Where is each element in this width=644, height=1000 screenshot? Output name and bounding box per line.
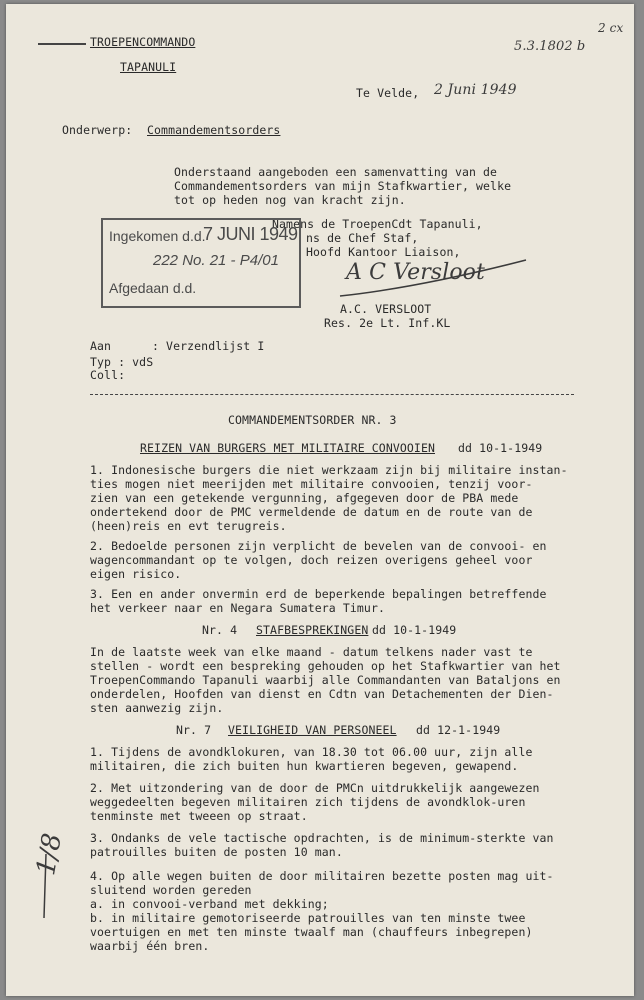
signature-line: ns de Chef Staf, [306,231,419,245]
subject-value: Commandementsorders [147,123,281,137]
to-label: Aan [90,339,112,353]
paragraph-line: sluitend worden gereden [90,883,252,897]
collator: Coll: [90,368,126,382]
paragraph-line: het verkeer naar en Negara Sumatera Timur. [90,601,385,615]
paragraph-line: voertuigen en met ten minste twaalf man (chauffeurs inbegrepen) [90,925,533,939]
paragraph-line: 1. Tijdens de avondklokuren, van 18.30 tot 06.00 uur, zijn alle [90,745,533,759]
corner-note-1: 2 cx [598,21,624,35]
section-3-date: dd 12-1-1949 [416,723,501,737]
paragraph-line: ties mogen niet meerijden met militaire convooien, tenzij voor- [90,477,533,491]
paragraph-line: tenminste met tweeen op straat. [90,809,308,823]
paragraph-line: patrouilles buiten de posten 10 man. [90,845,343,859]
paragraph-line: weggedeelten begeven militairen zich tijdens de avondklok-uren [90,795,526,809]
section-2-title: STAFBESPREKINGEN [256,623,369,637]
paragraph-line: 3. Een en ander onvermin erd de beperkende bepalingen betreffende [90,587,547,601]
signature-line: Namens de TroepenCdt Tapanuli, [272,217,483,231]
paragraph-line: waarbij één bren. [90,939,210,953]
signature-flourish [336,256,536,302]
section-1-title: REIZEN VAN BURGERS MET MILITAIRE CONVOOIEN [140,441,435,455]
intro-line: Commandementsorders van mijn Stafkwartier, welke [174,179,512,193]
separator-line [90,394,574,396]
typist: Typ : vdS [90,355,154,369]
signature-handwritten: A C Versloot [346,260,485,285]
section-1-date: dd 10-1-1949 [458,441,543,455]
org-line-2: TAPANULI [120,60,177,74]
paragraph-line: 2. Bedoelde personen zijn verplicht de bevelen van de convooi- en [90,539,547,553]
subject-label: Onderwerp: [62,123,133,137]
paragraph-line: 2. Met uitzondering van de door de PMCn uitdrukkelijk aangewezen [90,781,540,795]
place-label: Te Velde, [356,86,420,100]
stamp-done-label: Afgedaan d.d. [109,280,197,296]
intro-line: tot op heden nog van kracht zijn. [174,193,406,207]
date-handwritten: 2 Juni 1949 [434,82,517,98]
section-3-number: Nr. 7 [176,723,212,737]
dash-mark [38,43,86,46]
stamp-received-date: 7 JUNI 1949 [203,224,298,244]
signature-line: Hoofd Kantoor Liaison, [306,245,461,259]
corner-note-2: 5.3.1802 b [514,39,586,54]
paragraph-line: onderdelen, Hoofden van dienst en Cdtn van Detachementen der Dien- [90,687,554,701]
stamp-received-label: Ingekomen d.d. [109,228,206,244]
paragraph-line: stellen - wordt een bespreking gehouden op het Stafkwartier van het [90,659,561,673]
order-title: COMMANDEMENTSORDER NR. 3 [228,413,397,427]
paragraph-line: militairen, die zich buiten hun kwartieren begeven, gewapend. [90,759,519,773]
paragraph-line: eigen risico. [90,567,182,581]
margin-mark [36,852,56,922]
section-3-title: VEILIGHEID VAN PERSONEEL [228,723,397,737]
paragraph-line: (heen)reis en evt terugreis. [90,519,287,533]
document-page [6,4,634,996]
org-line-1: TROEPENCOMMANDO [90,35,196,49]
intro-line: Onderstaand aangeboden een samenvatting van de [174,165,498,179]
signer-rank: Res. 2e Lt. Inf.KL [324,316,451,330]
received-stamp [101,218,301,308]
signer-name: A.C. VERSLOOT [340,302,432,316]
paragraph-line: zien van een getekende vergunning, afgegeven door de PBA mede [90,491,519,505]
to-value: : Verzendlijst I [152,339,265,353]
margin-annotation: 1/8 [31,830,69,878]
paragraph-line: TroepenCommando Tapanuli waarbij alle Commandanten van Bataljons en [90,673,561,687]
paragraph-line: ondertekend door de PMC vermeldende de datum en de route van de [90,505,533,519]
stamp-number: 222 No. 21 - P4/01 [153,252,279,269]
paragraph-line: 3. Ondanks de vele tactische opdrachten, is de minimum-sterkte van [90,831,554,845]
paragraph-line: In de laatste week van elke maand - datum telkens nader vast te [90,645,533,659]
paragraph-line: 4. Op alle wegen buiten de door militairen bezette posten mag uit- [90,869,554,883]
paragraph-line: a. in convooi-verband met dekking; [90,897,329,911]
paragraph-line: b. in militaire gemotoriseerde patrouilles van ten minste twee [90,911,526,925]
paragraph-line: wagencommandant op te volgen, doch reizen overigens geheel voor [90,553,533,567]
paragraph-line: sten aanwezig zijn. [90,701,224,715]
section-2-date: dd 10-1-1949 [372,623,457,637]
paragraph-line: 1. Indonesische burgers die niet werkzaam zijn bij militaire instan- [90,463,568,477]
section-2-number: Nr. 4 [202,623,238,637]
